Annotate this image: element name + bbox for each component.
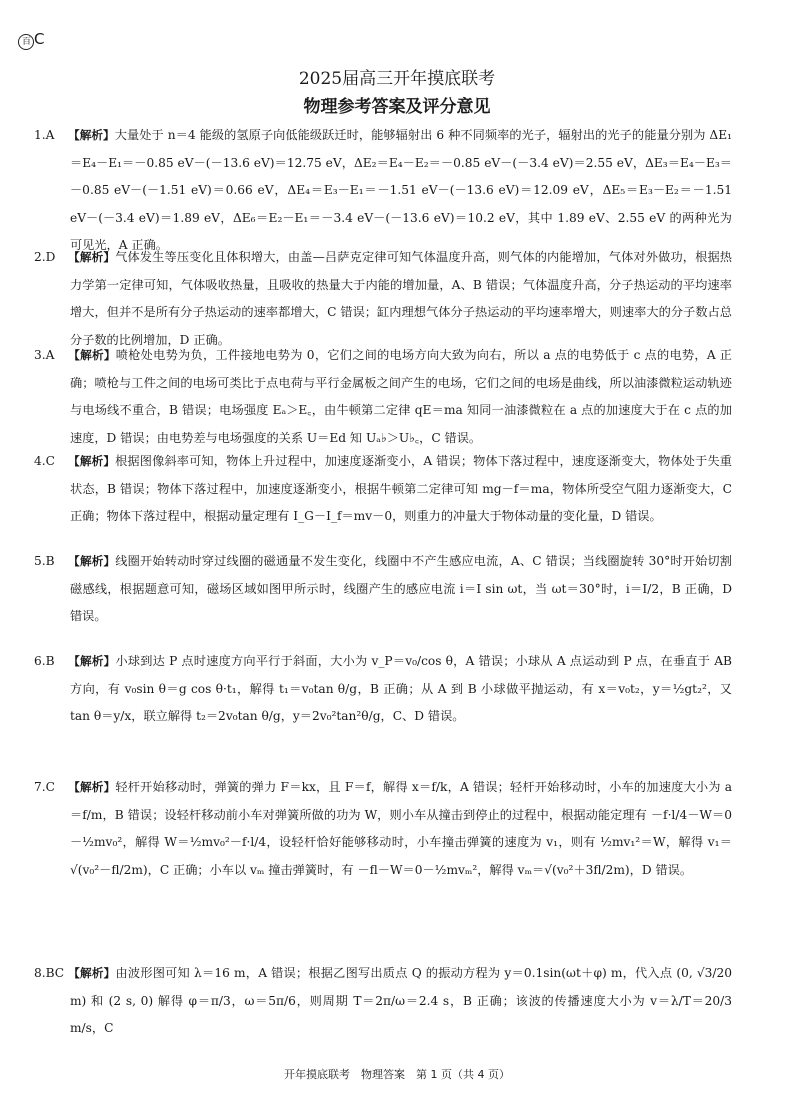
analysis-text: 气体发生等压变化且体积增大，由盖—吕萨克定律可知气体温度升高，则气体的内能增加，气体对外做功，根据热力学第一定律可知，气体吸收热量，且吸收的热量大于内能的增加量，A、B 错误；气体温度升高，分子热运动的平均速率增大，但并不是所有分子热运动的速率都增大，C 错误；缸内理想气体分子热运动的平均速率增大，则速率大的分子数占总分子数的比例增加，D 正确。 — [70, 250, 732, 347]
page-footer: 开年摸底联考 物理答案 第 1 页（共 4 页） — [284, 1068, 510, 1081]
analysis-tag: 【解析】 — [68, 966, 116, 980]
analysis-text: 大量处于 n＝4 能级的氢原子向低能级跃迁时，能够辐射出 6 种不同频率的光子，辐射出的光子的能量分别为 ΔE₁＝E₄－E₁＝－0.85 eV－(－13.6 eV)＝12.75 eV，ΔE₂＝E₄－E₂＝－0.85 eV－(－3.4 eV)＝2.55 eV，ΔE₃＝E₄－E₃＝－0.85 eV－(－1.51 eV)＝0.66 eV，ΔE₄＝E₃－E₁＝－1.51 eV－(－13.6 eV)＝12.09 eV，ΔE₅＝E₃－E₂＝－1.51 eV－(－3.4 eV)＝1.89 eV，ΔE₆＝E₂－E₁＝－3.4 eV－(－13.6 eV)＝10.2 eV，其中 1.89 eV、2.55 eV 的两种光为可见光，A 正确。 — [70, 128, 732, 253]
analysis-tag: 【解析】 — [68, 454, 116, 468]
answer-number: 6.B — [34, 654, 55, 668]
question-2 — [34, 244, 732, 354]
answer-number: 1.A — [34, 128, 55, 142]
question-5 — [34, 548, 732, 631]
question-7 — [34, 774, 732, 884]
analysis-tag: 【解析】 — [68, 128, 115, 142]
answer-number: 2.D — [34, 250, 56, 264]
analysis-text: 小球到达 P 点时速度方向平行于斜面，大小为 v_P＝v₀/cos θ，A 错误；小球从 A 点运动到 P 点，在垂直于 AB 方向，有 v₀sin θ＝g cos θ·t₁，解得 t₁＝v₀tan θ/g，B 正确；从 A 到 B 小球做平抛运动，有 x＝v₀t₂，y＝½gt₂²，又 tan θ＝y/x，联立解得 t₂＝2v₀tan θ/g，y＝2v₀²tan²θ/g，C、D 错误。 — [70, 654, 732, 724]
question-6 — [34, 648, 732, 731]
analysis-text: 线圈开始转动时穿过线圈的磁通量不发生变化，线圈中不产生感应电流，A、C 错误；当线圈旋转 30°时开始切割磁感线，根据题意可知，磁场区域如图甲所示时，线圈产生的感应电流 i＝I sin ωt，当 ωt＝30°时，i＝I/2，B 正确，D 错误。 — [70, 554, 732, 624]
analysis-text: 轻杆开始移动时，弹簧的弹力 F＝kx，且 F＝f，解得 x＝f/k，A 错误；轻杆开始移动时，小车的加速度大小为 a＝f/m，B 错误；设轻杆移动前小车对弹簧所做的功为 W，则小车从撞击到停止的过程中，根据动能定理有 －f·l/4－W＝0－½mv₀²，解得 W＝½mv₀²－f·l/4，设轻杆恰好能够移动时，小车撞击弹簧的速度为 v₁，则有 ½mv₁²＝W，解得 v₁＝√(v₀²－fl/2m)，C 正确；小车以 vₘ 撞击弹簧时，有 －fl－W＝0－½mvₘ²，解得 vₘ＝√(v₀²＋3fl/2m)，D 错误。 — [70, 780, 732, 877]
answer-number: 8.BC — [34, 966, 65, 980]
circle-mark-icon: 百 — [18, 34, 34, 50]
analysis-tag: 【解析】 — [68, 780, 116, 794]
answer-number: 4.C — [34, 454, 55, 468]
answer-number: 7.C — [34, 780, 55, 794]
question-4 — [34, 448, 732, 531]
analysis-text: 由波形图可知 λ＝16 m，A 错误；根据乙图写出质点 Q 的振动方程为 y＝0.1sin(ωt＋φ) m，代入点 (0, √3/20 m) 和 (2 s, 0) 解得 φ＝π/3，ω＝5π/6，则周期 T＝2π/ω＝2.4 s，B 正确；该波的传播速度大小为 v＝λ/T＝20/3 m/s，C — [70, 966, 732, 1036]
analysis-tag: 【解析】 — [68, 554, 116, 568]
analysis-text: 根据图像斜率可知，物体上升过程中，加速度逐渐变小，A 错误；物体下落过程中，速度逐渐变大，物体处于失重状态，B 错误；物体下落过程中，加速度逐渐变小，根据牛顿第二定律可知 mg－f＝ma，物体所受空气阻力逐渐变大，C 正确；物体下落过程中，根据动量定理有 I_G－I_f＝mv－0，则重力的冲量大于物体动量的变化量，D 错误。 — [70, 454, 732, 524]
analysis-tag: 【解析】 — [68, 654, 116, 668]
question-8 — [34, 960, 732, 1043]
analysis-tag: 【解析】 — [68, 250, 116, 264]
corner-letter: C — [34, 30, 44, 48]
analysis-tag: 【解析】 — [68, 348, 116, 362]
corner-mark — [18, 30, 43, 50]
answer-subtitle: 物理参考答案及评分意见 — [303, 97, 491, 117]
answer-number: 5.B — [34, 554, 55, 568]
exam-title: 2025届高三开年摸底联考 — [298, 69, 496, 89]
answer-number: 3.A — [34, 348, 55, 362]
question-3 — [34, 342, 732, 452]
analysis-text: 喷枪处电势为负，工件接地电势为 0，它们之间的电场方向大致为向右，所以 a 点的电势低于 c 点的电势，A 正确；喷枪与工件之间的电场可类比于点电荷与平行金属板之间产生的电场，它们之间的电场是曲线，所以油漆微粒运动轨迹与电场线不重合，B 错误；电场强度 Eₐ＞E꜀，由牛顿第二定律 qE＝ma 知同一油漆微粒在 a 点的加速度大于在 c 点的加速度，D 错误；由电势差与电场强度的关系 U＝Ed 知 Uₐ♭＞U♭꜀，C 错误。 — [70, 348, 732, 445]
